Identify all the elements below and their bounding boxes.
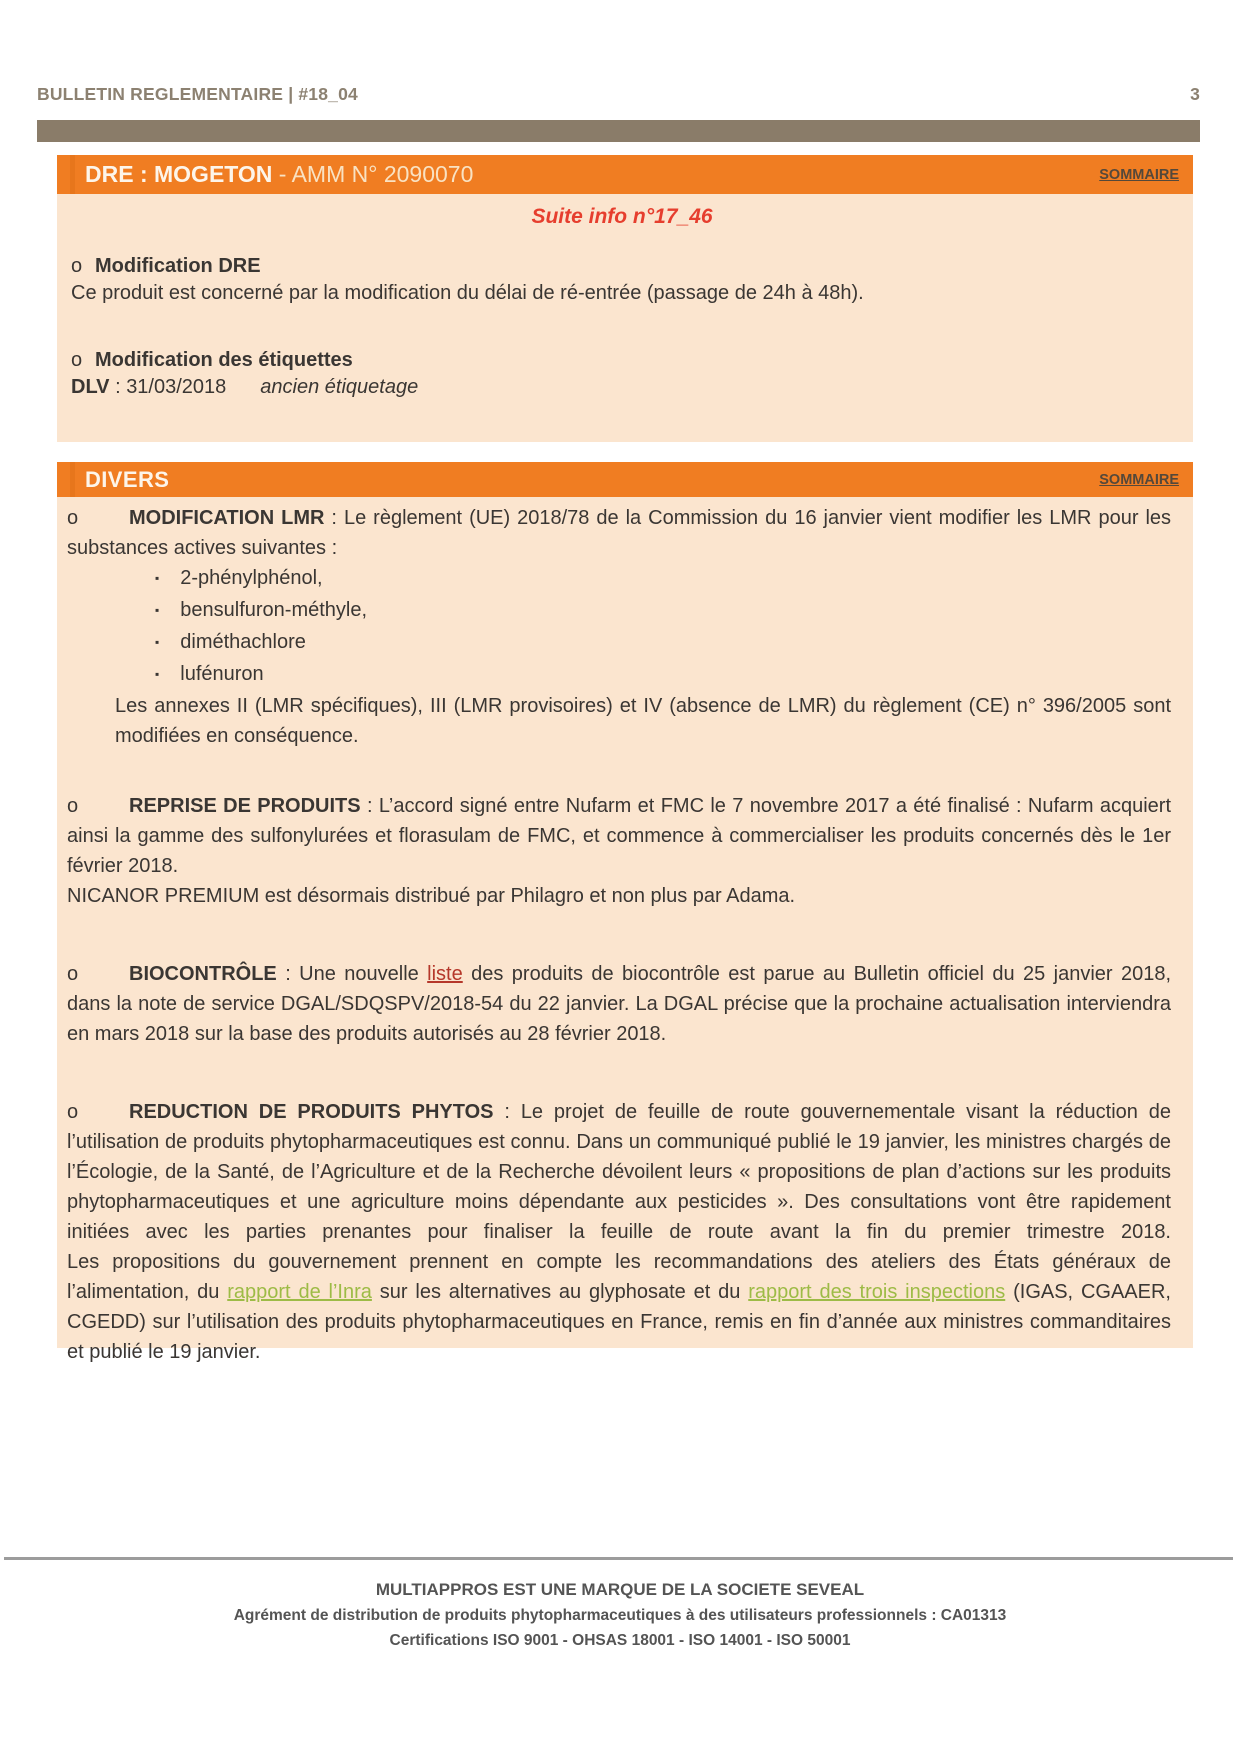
dre-section-header — [57, 155, 1193, 194]
sommaire-link-dre[interactable]: SOMMAIRE — [1099, 166, 1179, 183]
page-footer — [0, 1580, 1240, 1650]
divers-section-body — [57, 497, 1193, 1363]
divers-section-title: DIVERS — [85, 466, 170, 492]
dre-item-modification-etiquettes — [71, 349, 1173, 372]
footer-certifications-line: Certifications ISO 9001 - OHSAS 18001 - ISO 14001 - ISO 50001 — [389, 1632, 851, 1649]
list-item: ▪ diméthachlore — [155, 627, 1171, 659]
paragraph-reprise-produits — [67, 791, 1171, 881]
suite-info: Suite info n°17_46 — [531, 205, 713, 228]
bullet-marker — [67, 791, 129, 821]
dlv-note: ancien étiquetage — [260, 376, 419, 398]
footer-agrement-line: Agrément de distribution de produits phytopharmaceutiques à des utilisateurs professionnels : CA01313 — [233, 1607, 1007, 1624]
modification-lmr-text: Le règlement (UE) 2018/78 de la Commission du 16 janvier vient modifier les LMR pour les substances actives suivantes : — [67, 507, 1172, 559]
dre-title-product: DRE : MOGETON — [85, 161, 273, 187]
divers-section-header — [57, 462, 1193, 497]
paragraph-modification-lmr — [67, 503, 1171, 563]
dlv-value: 31/03/2018 — [126, 376, 227, 398]
list-item: ▪ 2-phénylphénol, — [155, 563, 1171, 595]
bullet-marker — [67, 503, 129, 533]
footer-brand-line: MULTIAPPROS EST UNE MARQUE DE LA SOCIETE SEVEAL — [375, 1580, 865, 1599]
reprise-nicanor-line: NICANOR PREMIUM est désormais distribué par Philagro et non plus par Adama. — [67, 885, 796, 907]
reduction-text-part2b: sur les alternatives au glyphosate et du — [371, 1281, 749, 1303]
bullet-marker — [67, 1097, 129, 1127]
label-separator: : — [493, 1101, 521, 1123]
footer-divider — [4, 1557, 1233, 1560]
reduction-text-part2c: (IGAS, CGAAER, CGEDD) sur l’utilisation des produits phytopharmaceutiques en France, remis en fin d’année aux ministres commanditaires et publié le 19 janvier. — [67, 1281, 1171, 1363]
paragraph-reduction-phytos — [67, 1097, 1171, 1247]
page-number: 3 — [1190, 84, 1200, 104]
bullet-marker — [71, 255, 95, 278]
modification-lmr-label: MODIFICATION LMR — [129, 507, 325, 529]
reduction-text-part2a: Les propositions du gouvernement prennent en compte les recommandations des ateliers des États généraux de l’alimentation, du — [67, 1251, 1171, 1303]
reprise-text: L’accord signé entre Nufarm et FMC le 7 novembre 2017 a été finalisé : Nufarm acquiert ainsi la gamme des sulfonylurées et florasulam de FMC, et commence à commercialiser les produits concernés dès le 1er février 2018. — [67, 795, 1171, 877]
label-separator: : — [276, 963, 300, 985]
reprise-label: REPRISE DE PRODUITS — [129, 795, 361, 817]
biocontrole-text-after: des produits de biocontrôle est parue au Bulletin officiel du 25 janvier 2018, dans la note de service DGAL/SDQSPV/2018-54 du 22 janvier. La DGAL précise que la prochaine actualisation interviendra en mars 2018 sur la base des produits autorisés au 28 février 2018. — [67, 963, 1171, 1045]
lmr-annexes-note: Les annexes II (LMR spécifiques), III (LMR provisoires) et IV (absence de LMR) du règlement (CE) n° 396/2005 sont modifiées en conséquence. — [115, 695, 1171, 747]
dlv-line — [71, 376, 1173, 399]
sommaire-link-divers[interactable]: SOMMAIRE — [1099, 471, 1179, 488]
paragraph-biocontrole — [67, 959, 1171, 1049]
dlv-label: DLV — [71, 376, 110, 398]
rapport-trois-inspections-link[interactable]: rapport des trois inspections — [748, 1281, 1006, 1303]
list-item: ▪ bensulfuron-méthyle, — [155, 595, 1171, 627]
dre-item1-body: Ce produit est concerné par la modification du délai de ré-entrée (passage de 24h à 48h). — [71, 282, 864, 304]
biocontrole-label: BIOCONTRÔLE — [129, 963, 277, 985]
reduction-text-part1: Le projet de feuille de route gouvernementale visant la réduction de l’utilisation de produits phytopharmaceutiques est connu. Dans un communiqué publié le 19 janvier, les ministres chargés de l’Écologie, de la Santé, de l’Agriculture et de la Recherche dévoilent leurs « propositions de plan d’actions sur les produits phytopharmaceutiques et une agriculture moins dépendante aux pesticides ». Des consultations vont être rapidement initiées avec les parties prenantes pour finaliser la feuille de route avant la fin du premier trimestre 2018. — [67, 1101, 1172, 1243]
reduction-label: REDUCTION DE PRODUITS PHYTOS — [129, 1101, 494, 1123]
bullet-marker — [67, 959, 129, 989]
liste-link[interactable]: liste — [427, 963, 463, 985]
lmr-substances-list — [67, 563, 1171, 691]
list-item: ▪ lufénuron — [155, 659, 1171, 691]
dre-section-body — [57, 194, 1193, 442]
biocontrole-text-before: Une nouvelle — [299, 963, 428, 985]
page-header — [37, 84, 1200, 105]
dre-title-amm: - AMM N° 2090070 — [272, 161, 474, 187]
dre-item-modification-dre — [71, 255, 1173, 278]
bulletin-header-title: BULLETIN REGLEMENTAIRE | #18_04 — [37, 84, 358, 104]
dlv-separator: : — [109, 376, 127, 398]
label-separator: : — [324, 507, 344, 529]
dre-section-title — [57, 161, 473, 188]
paragraph-reduction-phytos-suite — [67, 1247, 1171, 1367]
dre-item1-heading: Modification DRE — [95, 255, 261, 277]
label-separator: : — [360, 795, 379, 817]
rapport-inra-link[interactable]: rapport de l’Inra — [227, 1281, 372, 1303]
header-rule-bar — [37, 120, 1200, 142]
dre-item2-heading: Modification des étiquettes — [95, 349, 353, 371]
bullet-marker — [71, 349, 95, 372]
